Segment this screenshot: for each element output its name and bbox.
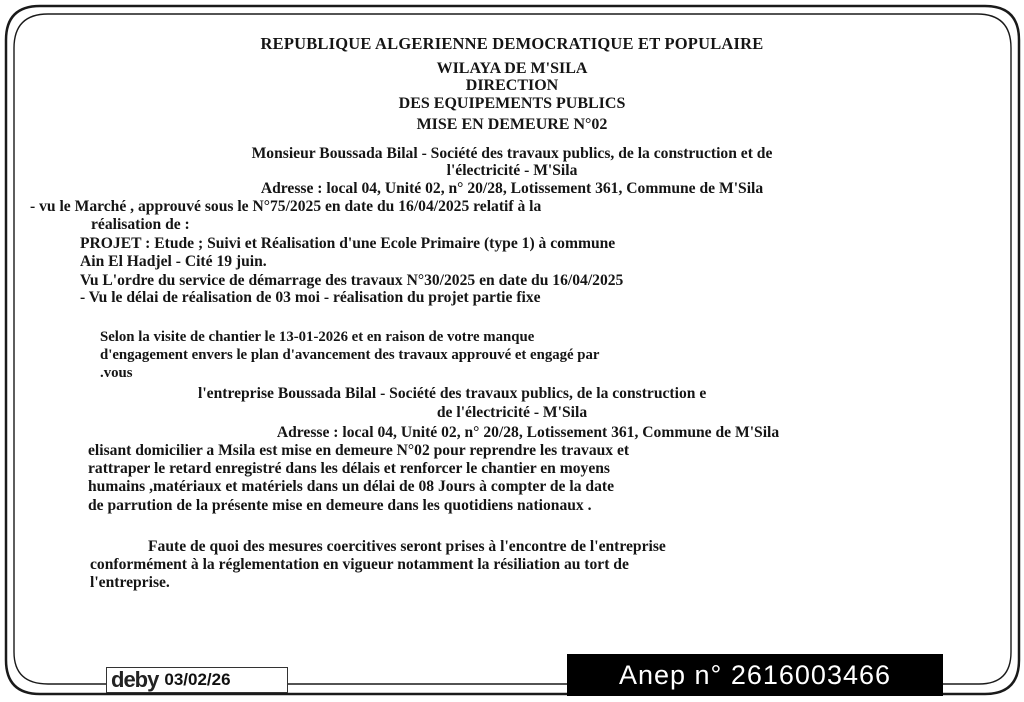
stamp-date: 03/02/26 bbox=[164, 670, 231, 689]
visit-line-1: Selon la visite de chantier le 13-01-2026 et en raison de votre manque bbox=[100, 329, 535, 345]
stamp-logo: deby bbox=[111, 667, 159, 692]
delai-line: - Vu le délai de réalisation de 03 moi - réalisation du projet partie fixe bbox=[80, 289, 541, 306]
marche-line-1: - vu le Marché , approuvé sous le N°75/2025 en date du 16/04/2025 relatif à la bbox=[30, 198, 542, 215]
company-line-1: l'entreprise Boussada Bilal - Société des travaux publics, de la construction e bbox=[198, 385, 707, 402]
wilaya-heading: WILAYA DE M'SILA bbox=[436, 60, 588, 77]
closing-line-1: Faute de quoi des mesures coercitives seront prises à l'encontre de l'entreprise bbox=[148, 538, 666, 555]
notice-body-4: de parrution de la présente mise en demeure dans les quotidiens nationaux . bbox=[88, 497, 592, 514]
date-stamp bbox=[106, 667, 288, 693]
addressee-line-1: Monsieur Boussada Bilal - Société des travaux publics, de la construction et de bbox=[251, 145, 773, 162]
notice-title: MISE EN DEMEURE N°02 bbox=[416, 116, 608, 133]
visit-line-2: d'engagement envers le plan d'avancement des travaux approuvé et engagé par bbox=[100, 347, 600, 363]
projet-line-1: PROJET : Etude ; Suivi et Réalisation d'une Ecole Primaire (type 1) à commune bbox=[80, 235, 616, 252]
direction-heading: DIRECTION bbox=[465, 77, 559, 94]
addressee-line-2: l'électricité - M'Sila bbox=[446, 162, 578, 179]
anep-reference-badge: Anep n° 2616003466 bbox=[567, 654, 943, 696]
company-line-2: de l'électricité - M'Sila bbox=[436, 404, 588, 421]
notice-body-3: humains ,matériaux et matériels dans un délai de 08 Jours à compter de la date bbox=[88, 478, 614, 495]
republic-heading: REPUBLIQUE ALGERIENNE DEMOCRATIQUE ET POPULAIRE bbox=[260, 34, 764, 53]
marche-line-2: réalisation de : bbox=[91, 216, 190, 233]
company-address: Adresse : local 04, Unité 02, n° 20/28, Lotissement 361, Commune de M'Sila bbox=[276, 424, 780, 441]
closing-line-3: l'entreprise. bbox=[90, 574, 170, 591]
closing-line-2: conformément à la réglementation en vigueur notamment la résiliation au tort de bbox=[90, 556, 629, 573]
equipements-heading: DES EQUIPEMENTS PUBLICS bbox=[398, 95, 626, 112]
visit-line-3: .vous bbox=[100, 365, 133, 381]
addressee-address: Adresse : local 04, Unité 02, n° 20/28, Lotissement 361, Commune de M'Sila bbox=[260, 180, 764, 197]
notice-body-2: rattraper le retard enregistré dans les délais et renforcer le chantier en moyens bbox=[88, 460, 610, 477]
notice-body-1: elisant domicilier a Msila est mise en demeure N°02 pour reprendre les travaux et bbox=[88, 442, 630, 459]
projet-line-2: Ain El Hadjel - Cité 19 juin. bbox=[80, 253, 267, 270]
ordre-service-line: Vu L'ordre du service de démarrage des travaux N°30/2025 en date du 16/04/2025 bbox=[80, 272, 624, 289]
